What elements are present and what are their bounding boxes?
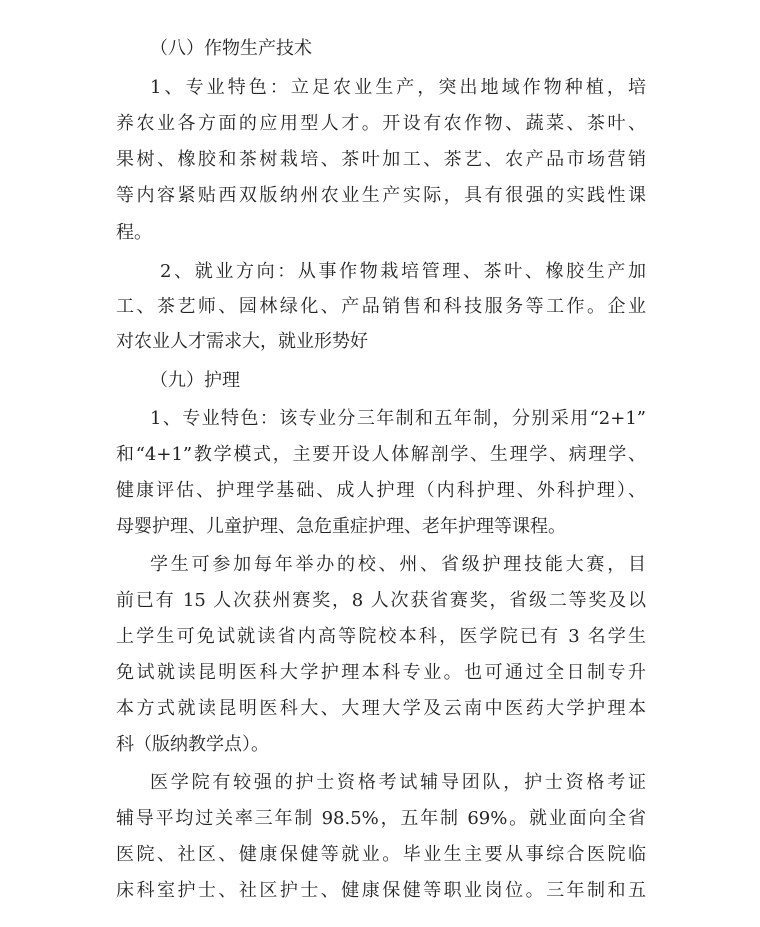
paragraph-line: 医学院有较强的护士资格考试辅导团队，护士资格考证 [150, 772, 646, 793]
paragraph-line: 和“4+1”教学模式，主要开设人体解剖学、生理学、病理学、 [116, 444, 646, 465]
paragraph-line: 工、茶艺师、园林绿化、产品销售和科技服务等工作。企业 [116, 296, 646, 317]
paragraph-line: 2、就业方向：从事作物栽培管理、茶叶、橡胶生产加 [160, 261, 646, 282]
paragraph-line: 母婴护理、儿童护理、急危重症护理、老年护理等课程。 [116, 516, 566, 537]
paragraph-line: 1、专业特色：该专业分三年制和五年制，分别采用“2+1” [150, 408, 646, 429]
section-8-heading: （八）作物生产技术 [150, 38, 312, 59]
paragraph-line: 床科室护士、社区护士、健康保健等职业岗位。三年制和五 [116, 880, 646, 901]
paragraph-line: 程。 [116, 222, 152, 243]
paragraph-line: 学生可参加每年举办的校、州、省级护理技能大赛，目 [150, 554, 646, 575]
paragraph-line: 前已有 15 人次获州赛奖，8 人次获省赛奖，省级二等奖及以 [116, 590, 646, 611]
paragraph-line: 本方式就读昆明医科大、大理大学及云南中医药大学护理本 [116, 698, 646, 719]
paragraph-line: 等内容紧贴西双版纳州农业生产实际，具有很强的实践性课 [116, 185, 646, 206]
paragraph-line: 免试就读昆明医科大学护理本科专业。也可通过全日制专升 [116, 662, 646, 683]
paragraph-line: 对农业人才需求大，就业形势好 [116, 331, 368, 352]
paragraph-line: 科（版纳教学点）。 [116, 734, 269, 755]
section-9-heading: （九）护理 [150, 370, 240, 391]
paragraph-line: 辅导平均过关率三年制 98.5%，五年制 69%。就业面向全省 [116, 808, 646, 829]
paragraph-line: 医院、社区、健康保健等就业。毕业生主要从事综合医院临 [116, 844, 646, 865]
paragraph-line: 上学生可免试就读省内高等院校本科，医学院已有 3 名学生 [116, 626, 646, 647]
paragraph-line: 果树、橡胶和茶树栽培、茶叶加工、茶艺、农产品市场营销 [116, 149, 646, 170]
paragraph-line: 养农业各方面的应用型人才。开设有农作物、蔬菜、茶叶、 [116, 113, 646, 134]
paragraph-line: 健康评估、护理学基础、成人护理（内科护理、外科护理）、 [116, 480, 646, 501]
paragraph-line: 1、专业特色：立足农业生产，突出地域作物种植，培 [150, 77, 646, 98]
